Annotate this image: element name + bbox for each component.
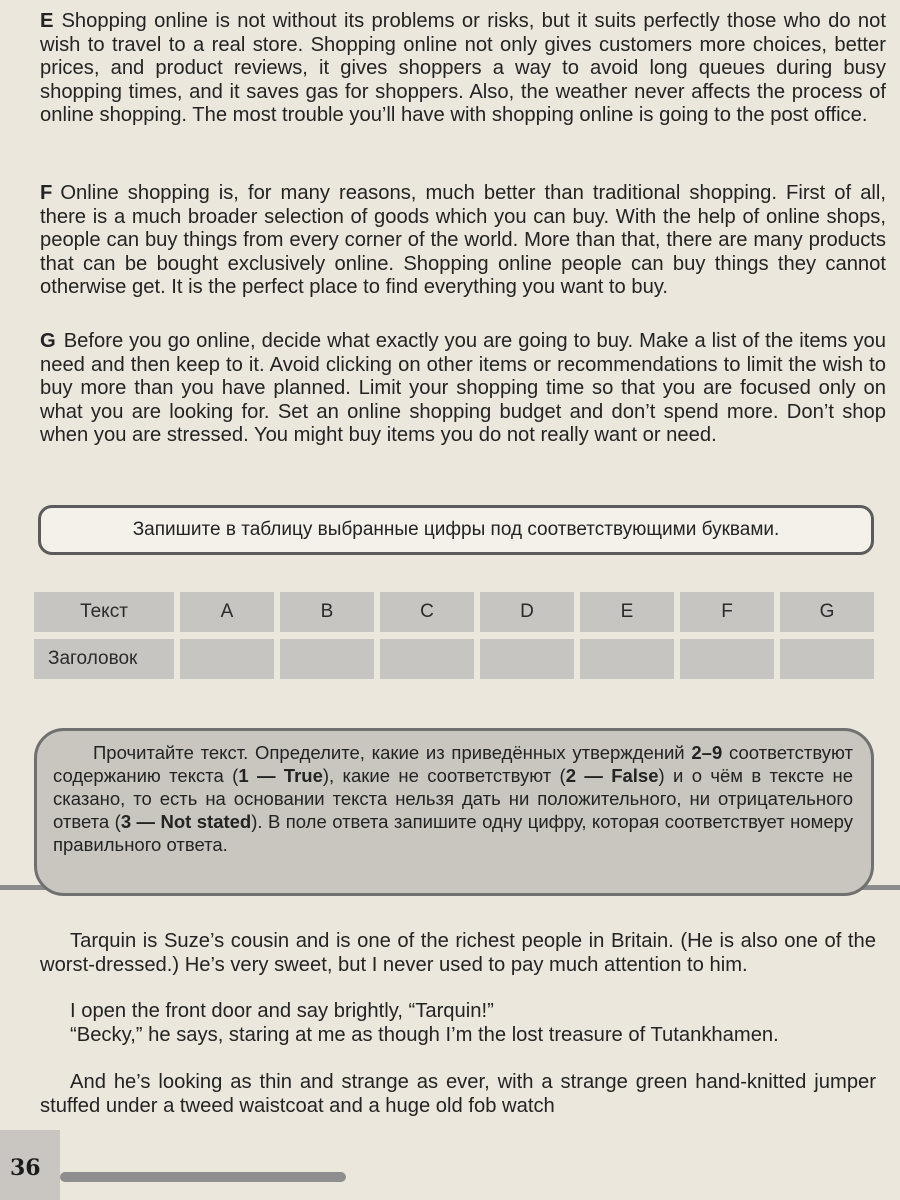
paragraph-f xyxy=(40,182,886,300)
col-header-e: E xyxy=(580,592,674,632)
row-label-text: Текст xyxy=(34,592,174,632)
col-header-g: G xyxy=(780,592,874,632)
paragraph-text: Before you go online, decide what exactly you are going to buy. Make a list of the items you need and then keep to it. Avoid clicking on other items or recommendations to limit the wish to buy more than you have planned. Limit your shopping time so that you are focused only on what you are looking for. Set an online shopping budget and don’t spend more. Don’t shop when you are stressed. You might buy items you do not really want or need. xyxy=(40,330,886,446)
col-header-d: D xyxy=(480,592,574,632)
answer-cell-g[interactable] xyxy=(780,639,874,679)
task-bold: 2 — False xyxy=(565,765,659,786)
story-paragraph-3: “Becky,” he says, staring at me as though I’m the lost treasure of Tutankhamen. xyxy=(70,1024,779,1046)
page-number: 36 xyxy=(10,1155,41,1181)
task-text: Прочитайте текст. Определите, какие из приведённых утверждений xyxy=(93,742,692,763)
answer-cell-e[interactable] xyxy=(580,639,674,679)
task-bold: 2–9 xyxy=(691,742,723,763)
answer-cell-a[interactable] xyxy=(180,639,274,679)
task-text: ). В поле ответа запишите одну цифру, которая соответствует номеру правильного ответа. xyxy=(53,811,853,855)
row-label-heading: Заголовок xyxy=(34,639,174,679)
table-row-heading xyxy=(34,639,880,679)
paragraph-text: Shopping online is not without its problems or risks, but it suits perfectly those who do not wish to travel to a real store. Shopping online not only gives customers more choices, better prices, and product reviews, it gives shoppers a way to avoid long queues during busy shopping times, and it saves gas for shoppers. Also, the weather never affects the process of online shopping. The most trouble you’ll have with shopping online is going to the post office. xyxy=(40,10,886,126)
task-text: соответствуют содержанию текста ( xyxy=(53,742,854,786)
paragraph-g xyxy=(40,330,886,448)
instruction-box xyxy=(38,505,874,555)
task-instruction-text xyxy=(53,741,853,856)
task-bold: 1 — True xyxy=(238,765,323,786)
answer-cell-c[interactable] xyxy=(380,639,474,679)
col-header-c: C xyxy=(380,592,474,632)
instruction-text: Запишите в таблицу выбранные цифры под соответствующими буквами. xyxy=(132,519,780,540)
paragraph-text: Online shopping is, for many reasons, much better than traditional shopping. First of all, there is a much broader selection of goods which you can buy. With the help of online shops, people can buy things from every corner of the world. More than that, there are many products that can be bought exclusively online. Shopping online people can buy things they cannot otherwise get. It is the perfect place to find everything you want to buy. xyxy=(40,182,886,298)
paragraph-letter: F xyxy=(40,182,53,204)
story-paragraph-1: Tarquin is Suze’s cousin and is one of the richest people in Britain. (He is also one of the worst-dressed.) He’s very sweet, but I never used to pay much attention to him. xyxy=(40,930,876,976)
paragraph-letter: E xyxy=(40,10,54,32)
answer-cell-f[interactable] xyxy=(680,639,774,679)
table-row-text xyxy=(34,592,880,632)
task-text: ) и о чём в тексте не сказано, то есть на основании текста нельзя дать ни положительного, ни отрицательного ответа ( xyxy=(53,765,854,832)
answer-cell-b[interactable] xyxy=(280,639,374,679)
col-header-a: A xyxy=(180,592,274,632)
task-text: ), какие не соответствуют ( xyxy=(322,765,566,786)
answer-cell-d[interactable] xyxy=(480,639,574,679)
col-header-f: F xyxy=(680,592,774,632)
task-bold: 3 — Not stated xyxy=(120,811,252,832)
footer-bar xyxy=(60,1172,346,1182)
paragraph-e xyxy=(40,10,886,128)
story-paragraph-4: And he’s looking as thin and strange as ever, with a strange green hand-knitted jumper stuffed under a tweed waistcoat and a huge old fob watch xyxy=(40,1071,876,1117)
task-instruction-box xyxy=(34,728,874,896)
story-paragraph-2: I open the front door and say brightly, “Tarquin!” xyxy=(70,1000,494,1022)
col-header-b: B xyxy=(280,592,374,632)
answer-table xyxy=(34,592,880,686)
paragraph-letter: G xyxy=(40,330,56,352)
